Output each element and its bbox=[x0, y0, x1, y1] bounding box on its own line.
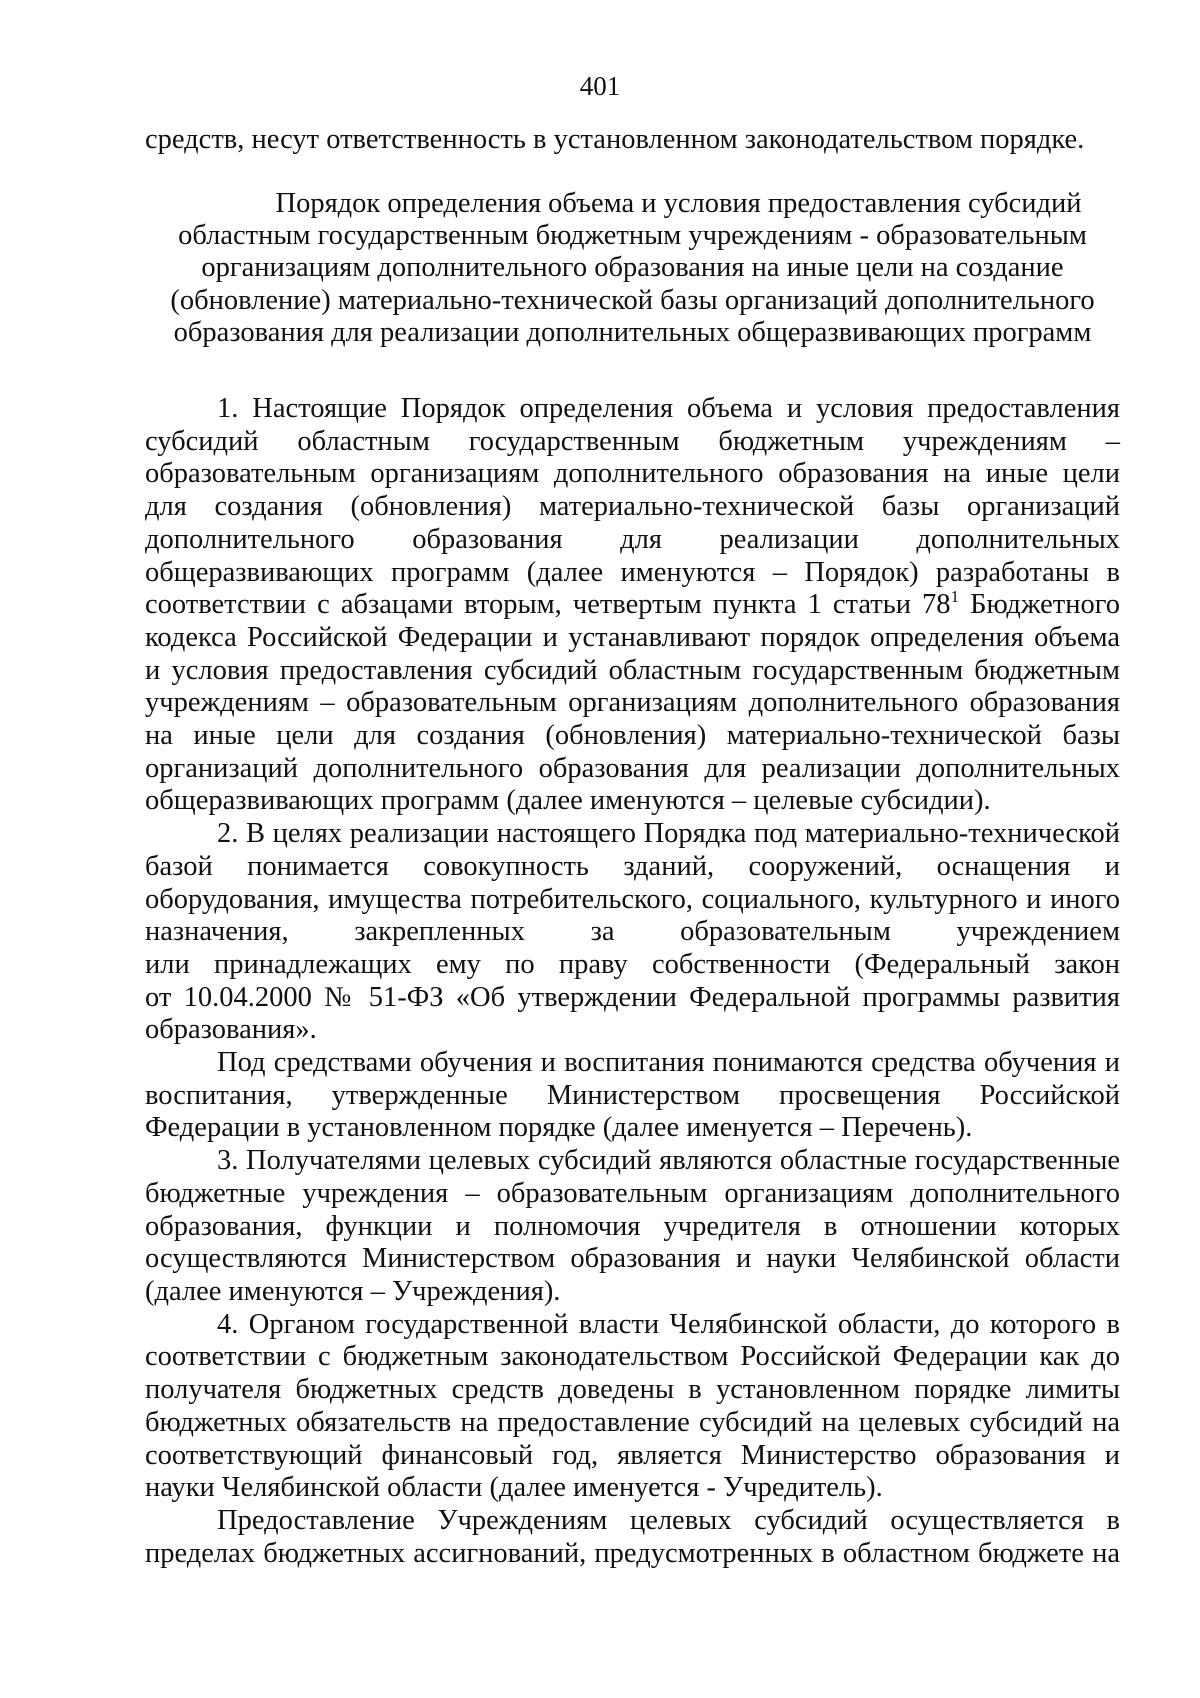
text-line: пределах бюджетных ассигнований, предусмотренных в областном бюджете на bbox=[145, 1537, 1120, 1569]
superscript: 1 bbox=[950, 587, 960, 607]
text-line: дополнительного образования для реализации дополнительных bbox=[145, 523, 1120, 555]
text-line: бюджетные учреждения – образовательным организациям дополнительного bbox=[145, 1177, 1120, 1209]
title-line: (обновление) материально-технической базы организаций дополнительного bbox=[170, 284, 1095, 316]
text-line: (далее именуются – Учреждения). bbox=[145, 1275, 561, 1307]
text-line: оборудования, имущества потребительского, социального, культурного и иного bbox=[145, 883, 1120, 915]
text-line: общеразвивающих программ (далее именуются – целевые субсидии). bbox=[145, 785, 991, 817]
text-segment: Бюджетного bbox=[959, 589, 1120, 621]
text-line: получателя бюджетных средств доведены в установленном порядке лимиты bbox=[145, 1374, 1120, 1406]
text-line: науки Челябинской области (далее именуется - Учредитель). bbox=[145, 1472, 883, 1504]
text-line-with-footnote bbox=[145, 589, 1120, 622]
text-line: 1. Настоящие Порядок определения объема и условия предоставления bbox=[217, 393, 1120, 424]
paragraph-5 bbox=[145, 1309, 1120, 1505]
text-line: Предоставление Учреждениям целевых субсидий осуществляется в bbox=[217, 1504, 1120, 1536]
text-line: 3. Получателями целевых субсидий являются областные государственные bbox=[217, 1145, 1120, 1177]
text-line: учреждениям – образовательным организациям дополнительного образования bbox=[145, 687, 1120, 719]
text-line: образования, функции и полномочия учредителя в отношении которых bbox=[145, 1210, 1120, 1242]
text-line: осуществляются Министерством образования и науки Челябинской области bbox=[145, 1243, 1120, 1275]
page-number: 401 bbox=[579, 71, 621, 101]
paragraph-1 bbox=[145, 393, 1120, 818]
text-line: соответствии с бюджетным законодательством Российской Федерации как до bbox=[145, 1341, 1120, 1373]
text-line: для создания (обновления) материально-технической базы организаций bbox=[145, 491, 1120, 523]
paragraph-3 bbox=[145, 1047, 1120, 1145]
title-line: образования для реализации дополнительных общеразвивающих программ bbox=[173, 316, 1092, 348]
paragraph-4 bbox=[145, 1145, 1120, 1309]
text-line: образования». bbox=[145, 1014, 317, 1046]
title-line: организациям дополнительного образования на иные цели на создание bbox=[201, 252, 1064, 284]
text-segment: соответствии с абзацами вторым, четвертым пункта 1 статьи 78 bbox=[145, 589, 951, 621]
paragraph-6 bbox=[145, 1505, 1120, 1570]
text-line: или принадлежащих ему по праву собственности (Федеральный закон bbox=[145, 948, 1120, 980]
text-line: 4. Органом государственной власти Челябинской области, до которого в bbox=[217, 1308, 1120, 1340]
text-line: кодекса Российской Федерации и устанавливают порядок определения объема bbox=[145, 621, 1120, 653]
text-line: 2. В целях реализации настоящего Порядка под материально-технической bbox=[217, 818, 1120, 850]
text-line: назначения, закрепленных за образовательным учреждением bbox=[145, 916, 1120, 948]
paragraph-2 bbox=[145, 818, 1120, 1047]
text-line: базой понимается совокупность зданий, сооружений, оснащения и bbox=[145, 850, 1120, 882]
text-line: от 10.04.2000 № 51-ФЗ «Об утверждении Федеральной программы развития bbox=[145, 981, 1120, 1013]
text-line: бюджетных обязательств на предоставление субсидий на целевых субсидий на bbox=[145, 1406, 1120, 1438]
document-body bbox=[145, 393, 1120, 1570]
text-line: на иные цели для создания (обновления) материально-технической базы bbox=[145, 720, 1120, 752]
text-line: образовательным организациям дополнительного образования на иные цели bbox=[145, 458, 1120, 490]
text-line: соответствующий финансовый год, является Министерство образования и bbox=[145, 1439, 1120, 1471]
title-line: Порядок определения объема и условия предоставления субсидий bbox=[275, 188, 1082, 219]
title-line: областным государственным бюджетным учреждениям - образовательным bbox=[178, 220, 1087, 252]
text-line: организаций дополнительного образования для реализации дополнительных bbox=[145, 752, 1120, 784]
section-title bbox=[145, 188, 1120, 349]
text-line: и условия предоставления субсидий областным государственным бюджетным bbox=[145, 654, 1120, 686]
text-line: субсидий областным государственным бюджетным учреждениям – bbox=[145, 425, 1120, 457]
text-line: Под средствами обучения и воспитания понимаются средства обучения и bbox=[217, 1047, 1120, 1079]
carry-over-text: средств, несут ответственность в установленном законодательством порядке. bbox=[145, 124, 1085, 155]
text-line: Федерации в установленном порядке (далее именуется – Перечень). bbox=[145, 1112, 973, 1144]
text-line: общеразвивающих программ (далее именуются – Порядок) разработаны в bbox=[145, 556, 1120, 588]
text-line: воспитания, утвержденные Министерством просвещения Российской bbox=[145, 1079, 1120, 1111]
